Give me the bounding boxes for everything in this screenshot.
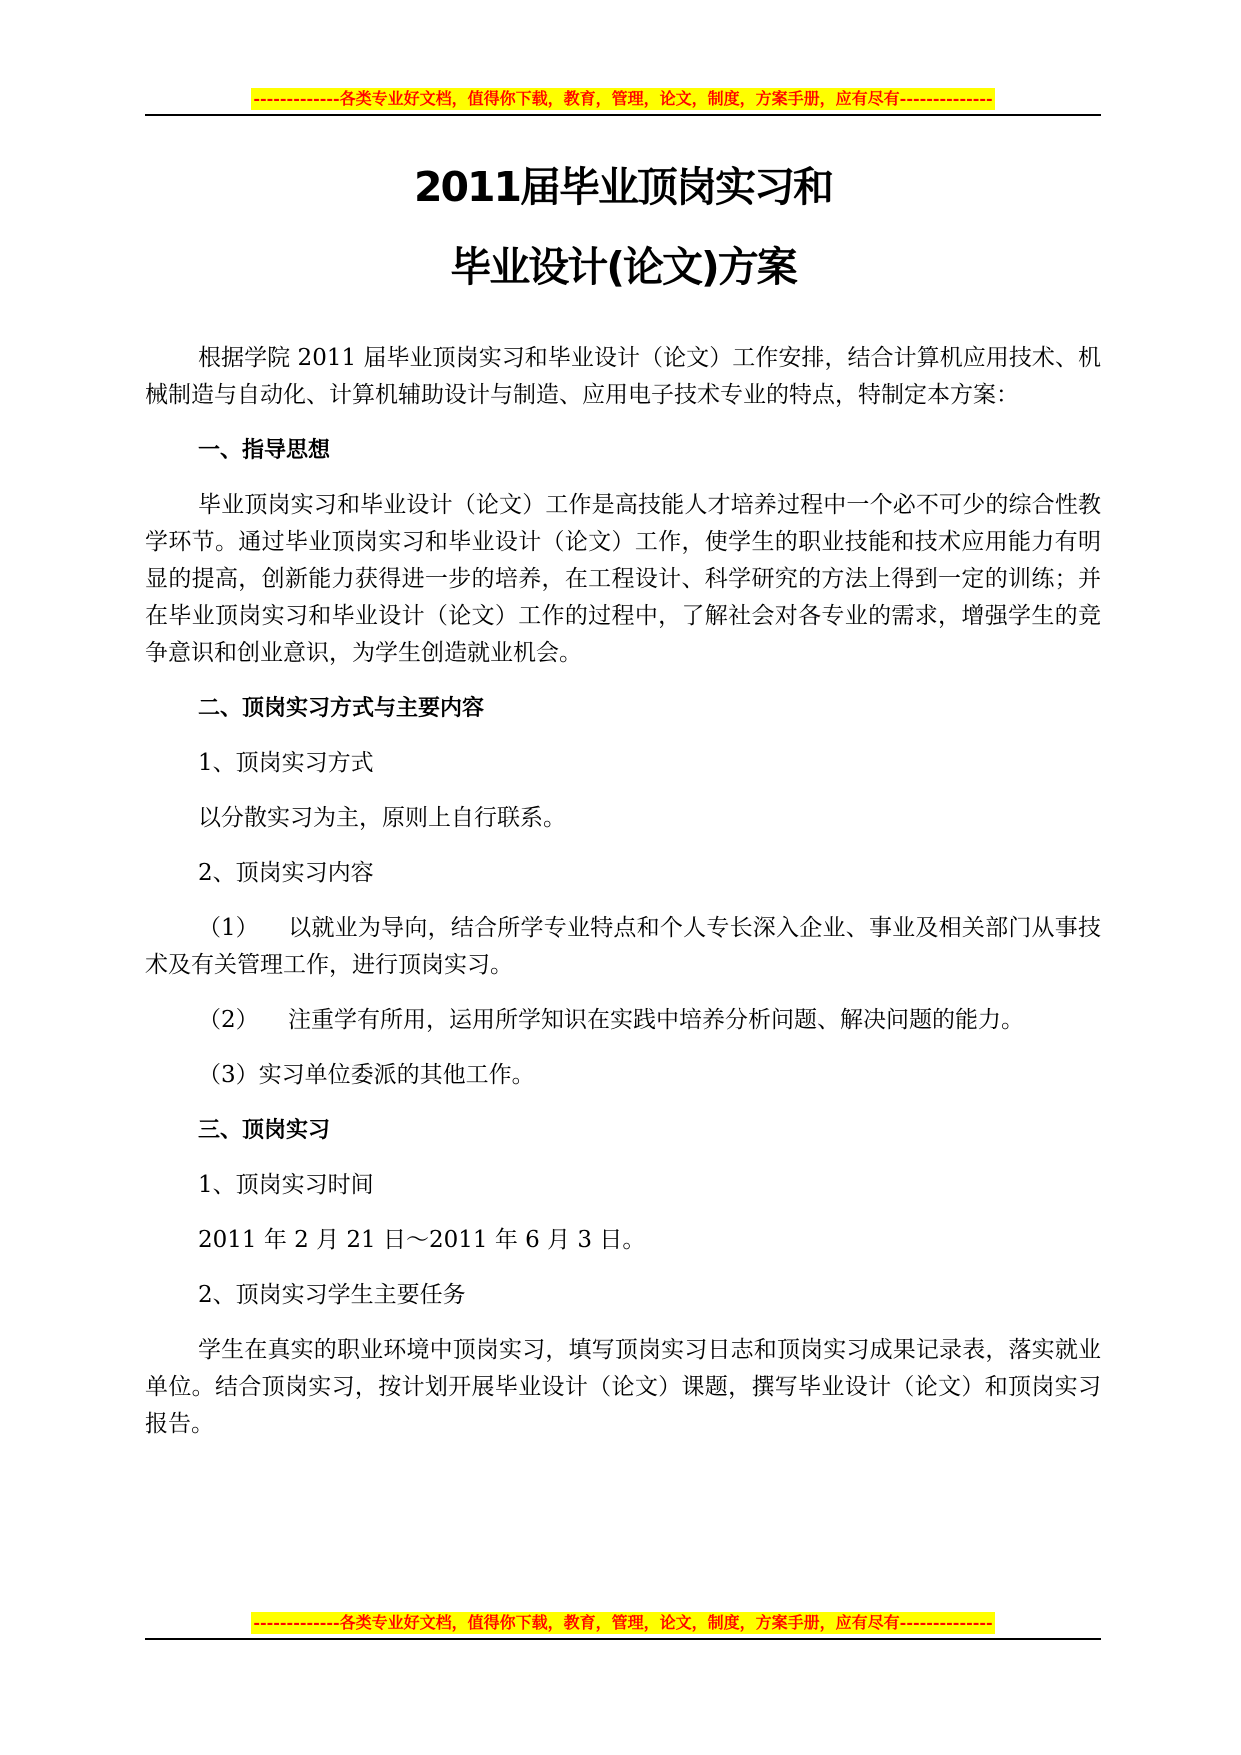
intro-paragraph: 根据学院 2011 届毕业顶岗实习和毕业设计（论文）工作安排，结合计算机应用技术、机械制造与自动化、计算机辅助设计与制造、应用电子技术专业的特点，特制定本方案： — [145, 345, 1101, 408]
footer-rule — [145, 1638, 1101, 1640]
section2-sub1-heading: 1、顶岗实习方式 — [198, 750, 374, 776]
page-title-line2: 毕业设计(论文)方案 — [450, 243, 796, 291]
section3-sub1-text: 2011 年 2 月 21 日～2011 年 6 月 3 日。 — [198, 1227, 646, 1253]
section2-sub2-heading: 2、顶岗实习内容 — [198, 860, 374, 886]
section3-sub1-heading: 1、顶岗实习时间 — [198, 1172, 374, 1198]
section2-item-1 — [145, 910, 1101, 984]
header-rule — [145, 114, 1101, 116]
section3-heading: 三、顶岗实习 — [198, 1118, 331, 1143]
section1-heading: 一、指导思想 — [198, 438, 331, 463]
item-text: 注重学有所用，运用所学知识在实践中培养分析问题、解决问题的能力。 — [288, 1007, 1024, 1033]
section2-item-3: （3）实习单位委派的其他工作。 — [198, 1062, 535, 1088]
section3-sub2-heading: 2、顶岗实习学生主要任务 — [198, 1282, 466, 1308]
footer-banner-wrap — [145, 1612, 1101, 1634]
section2-item-2 — [145, 1002, 1101, 1039]
item-number: （2） — [198, 1007, 259, 1033]
section1-paragraph: 毕业顶岗实习和毕业设计（论文）工作是高技能人才培养过程中一个必不可少的综合性教学环节。通过毕业顶岗实习和毕业设计（论文）工作，使学生的职业技能和技术应用能力有明显的提高，创新能力获得进一步的培养，在工程设计、科学研究的方法上得到一定的训练；并在毕业顶岗实习和毕业设计（论文）工作的过程中，了解社会对各专业的需求，增强学生的竞争意识和创业意识，为学生创造就业机会。 — [145, 492, 1101, 666]
page-title-line1: 2011届毕业顶岗实习和 — [413, 163, 833, 211]
footer-banner: -------------各类专业好文档，值得你下载，教育，管理，论文，制度，方案手册，应有尽有-------------- — [253, 1613, 993, 1632]
item-number: （1） — [198, 915, 259, 941]
header-banner-wrap — [145, 88, 1101, 110]
section3-sub2-text: 学生在真实的职业环境中顶岗实习，填写顶岗实习日志和顶岗实习成果记录表，落实就业单位。结合顶岗实习，按计划开展毕业设计（论文）课题，撰写毕业设计（论文）和顶岗实习报告。 — [145, 1337, 1101, 1437]
item-text: 以就业为导向，结合所学专业特点和个人专长深入企业、事业及相关部门从事技术及有关管理工作，进行顶岗实习。 — [145, 915, 1101, 978]
section2-sub1-text: 以分散实习为主，原则上自行联系。 — [198, 805, 566, 831]
section2-heading: 二、顶岗实习方式与主要内容 — [198, 696, 485, 721]
header-banner: -------------各类专业好文档，值得你下载，教育，管理，论文，制度，方案手册，应有尽有-------------- — [253, 89, 993, 108]
document-body — [145, 340, 1101, 1461]
